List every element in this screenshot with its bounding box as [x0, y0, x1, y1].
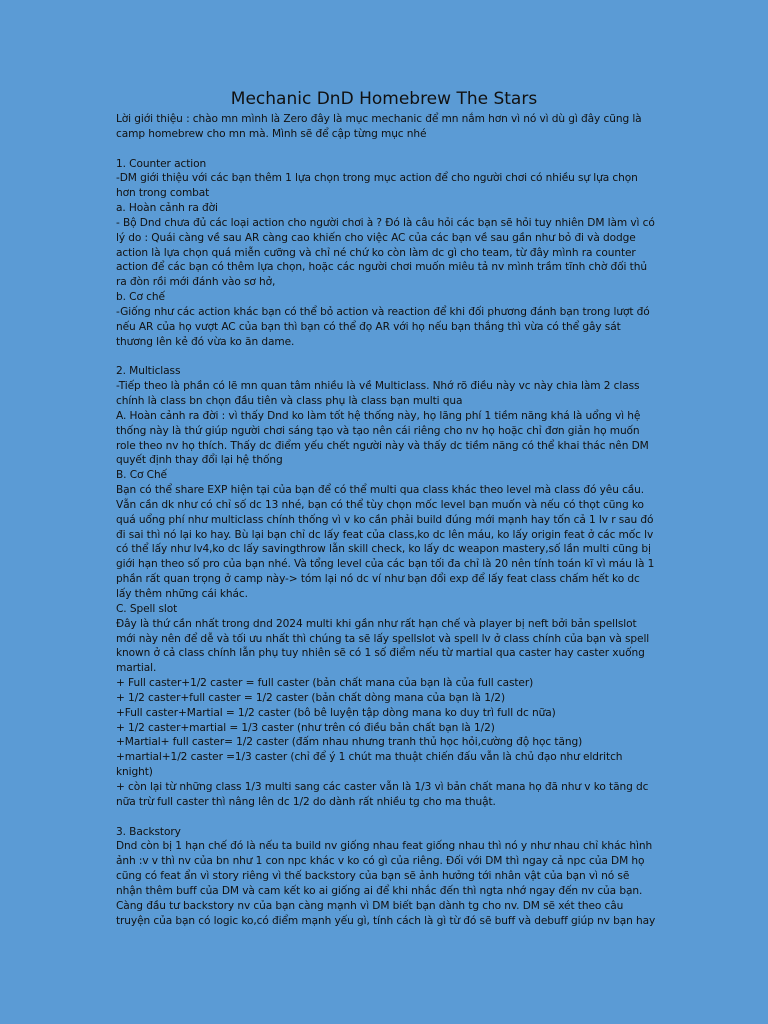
- paragraph: + còn lại từ những class 1/3 multi sang các caster vẫn là 1/3 vì bản chất mana họ đã như v ko tăng dc nữa trừ full caster thì nâng lên dc 1/2 do dành rất nhiều tg cho ma thuật.: [116, 780, 649, 808]
- paragraph: + 1/2 caster+martial = 1/3 caster (như trên có điều bản chất bạn là 1/2): [116, 721, 495, 734]
- paragraph: Lời giới thiệu : chào mn mình là Zero đây là mục mechanic để mn nắm hơn vì nó vì dù gì đây cũng là camp homebrew cho mn mà. Mình sẽ để cập từng mục nhé: [116, 113, 642, 140]
- paragraph: Dnd còn bị 1 hạn chế đó là nếu ta build nv giống nhau feat giống nhau thì nó y như nhau chỉ khác hình ảnh :v v thì nv của bn như 1 con npc khác v ko có gì của riêng. Đối với DM thì ngay cả npc của DM họ cũng có feat ẩn vì story riêng vì thế backstory của bạn sẽ ảnh hưởng tới nhân vật của bạn vì nó sẽ nhận thêm buff của DM và cam kết ko ai giống ai để khi nhắc đến thì ngta nhớ ngay đến nv của bạn. Càng đầu tư backstory nv của bạn càng mạnh vì DM biết bạn dành tg cho nv. DM sẽ xét theo câu truyện của bạn có logic ko,có điểm mạnh yếu gì, tính cách là gì từ đó sẽ buff và debuff giúp nv bạn hay: [116, 840, 656, 927]
- paragraph: -Giống như các action khác bạn có thể bỏ action và reaction để khi đối phương đánh bạn trong lượt đó nếu AR của họ vượt AC của bạn thì bạn có thể đọ AR với họ nếu bạn thắng thì vừa có thể gây sát thương lên kẻ đó vừa ko ăn dame.: [116, 305, 650, 348]
- paragraph: +Martial+ full caster= 1/2 caster (đấm nhau nhưng tranh thủ học hỏi,cường độ học tăng): [116, 736, 583, 749]
- blank-line: [116, 810, 656, 825]
- paragraph: +Full caster+Martial = 1/2 caster (bô bê luyện tập dòng mana ko duy trì full dc nữa): [116, 706, 556, 719]
- paragraph: C. Spell slot: [116, 602, 178, 615]
- paragraph: 3. Backstory: [116, 825, 181, 838]
- document-body: [116, 112, 656, 928]
- paragraph: - Bộ Dnd chưa đủ các loại action cho người chơi à ? Đó là câu hỏi các bạn sẽ hỏi tuy nhiên DM làm vì có lý do : Quái càng về sau AR càng cao khiến cho việc AC của các bạn về sau gần như bỏ đi và dodge action là lựa chọn quá miễn cưỡng và chỉ né chứ ko còn làm dc gì cho team, từ đây mình ra counter action để các bạn có thêm lựa chọn, hoặc các người chơi muốn miêu tả nv mình trầm tĩnh chờ đối thủ ra đòn rồi mới đánh vào sơ hở,: [116, 216, 655, 289]
- paragraph: + Full caster+1/2 caster = full caster (bản chất mana của bạn là của full caster): [116, 677, 534, 690]
- blank-line: [116, 142, 656, 157]
- blank-line: [116, 350, 656, 365]
- paragraph: A. Hoàn cảnh ra đời : vì thấy Dnd ko làm tốt hệ thống này, họ lãng phí 1 tiềm năng khá là uổng vì hệ thống này là thứ giúp người chơi sáng tạo và tạo nên cái riêng cho nv họ hoặc chỉ đơn giản họ muốn role theo nv họ thích. Thấy dc điểm yếu chết người này và thấy dc tiềm năng có thể khai thác nên DM quyết định thay đổi lại hệ thống: [116, 409, 649, 467]
- paragraph: + 1/2 caster+full caster = 1/2 caster (bản chất dòng mana của bạn là 1/2): [116, 691, 505, 704]
- paragraph: a. Hoàn cảnh ra đời: [116, 202, 218, 215]
- paragraph: Bạn có thể share EXP hiện tại của bạn để có thể multi qua class khác theo level mà class đó yêu cầu. Vẫn cần dk như có chỉ số dc 13 nhé, bạn có thể tùy chọn mốc level bạn muốn và nếu có thọt cũng ko quá uổng phí như multiclass chính thống vì v ko cần phải build đúng mới mạnh hay tốn cả 1 lv r sau đó đi sai thì nó lại ko hay. Bù lại bạn chỉ dc lấy feat của class,ko dc lên máu, ko lấy origin feat ở các mốc lv có thể lấy như lv4,ko dc lấy savingthrow lẫn skill check, ko lấy dc weapon mastery,số lần multi cũng bị giới hạn theo số pro của bạn nhé. Và tổng level của các bạn tối đa chỉ là 20 nên tính toán kĩ vì máu là 1 phần rất quan trọng ở camp này-> tóm lại nó dc ví như bạn đổi exp để lấy feat class chấm hết ko dc lấy thêm những cái khác.: [116, 484, 655, 600]
- paragraph: 1. Counter action: [116, 157, 207, 170]
- paragraph: -DM giới thiệu với các bạn thêm 1 lựa chọn trong mục action để cho người chơi có nhiều sự lựa chọn hơn trong combat: [116, 172, 638, 200]
- paragraph: -Tiếp theo là phần có lẽ mn quan tâm nhiều là về Multiclass. Nhớ rõ điều này vc này chia làm 2 class chính là class bn chọn đầu tiên và class phụ là class bạn multi qua: [116, 380, 640, 408]
- paragraph: B. Cơ Chế: [116, 469, 167, 482]
- document-title: Mechanic DnD Homebrew The Stars: [230, 89, 538, 109]
- paragraph: 2. Multiclass: [116, 365, 181, 378]
- paragraph: +martial+1/2 caster =1/3 caster (chỉ để ý 1 chút ma thuật chiến đấu vẫn là chủ đạo như eldritch knight): [116, 751, 623, 779]
- paragraph: Đây là thứ cần nhất trong dnd 2024 multi khi gần như rất hạn chế và player bị neft bởi bản spellslot mới này nên để dễ và tối ưu nhất thì chúng ta sẽ lấy spellslot và spell lv ở class chính của bạn và spell known ở cả class chính lẫn phụ tuy nhiên sẽ có 1 số điểm nếu từ martial qua caster hay caster xuống martial.: [116, 617, 650, 675]
- paragraph: b. Cơ chế: [116, 291, 165, 304]
